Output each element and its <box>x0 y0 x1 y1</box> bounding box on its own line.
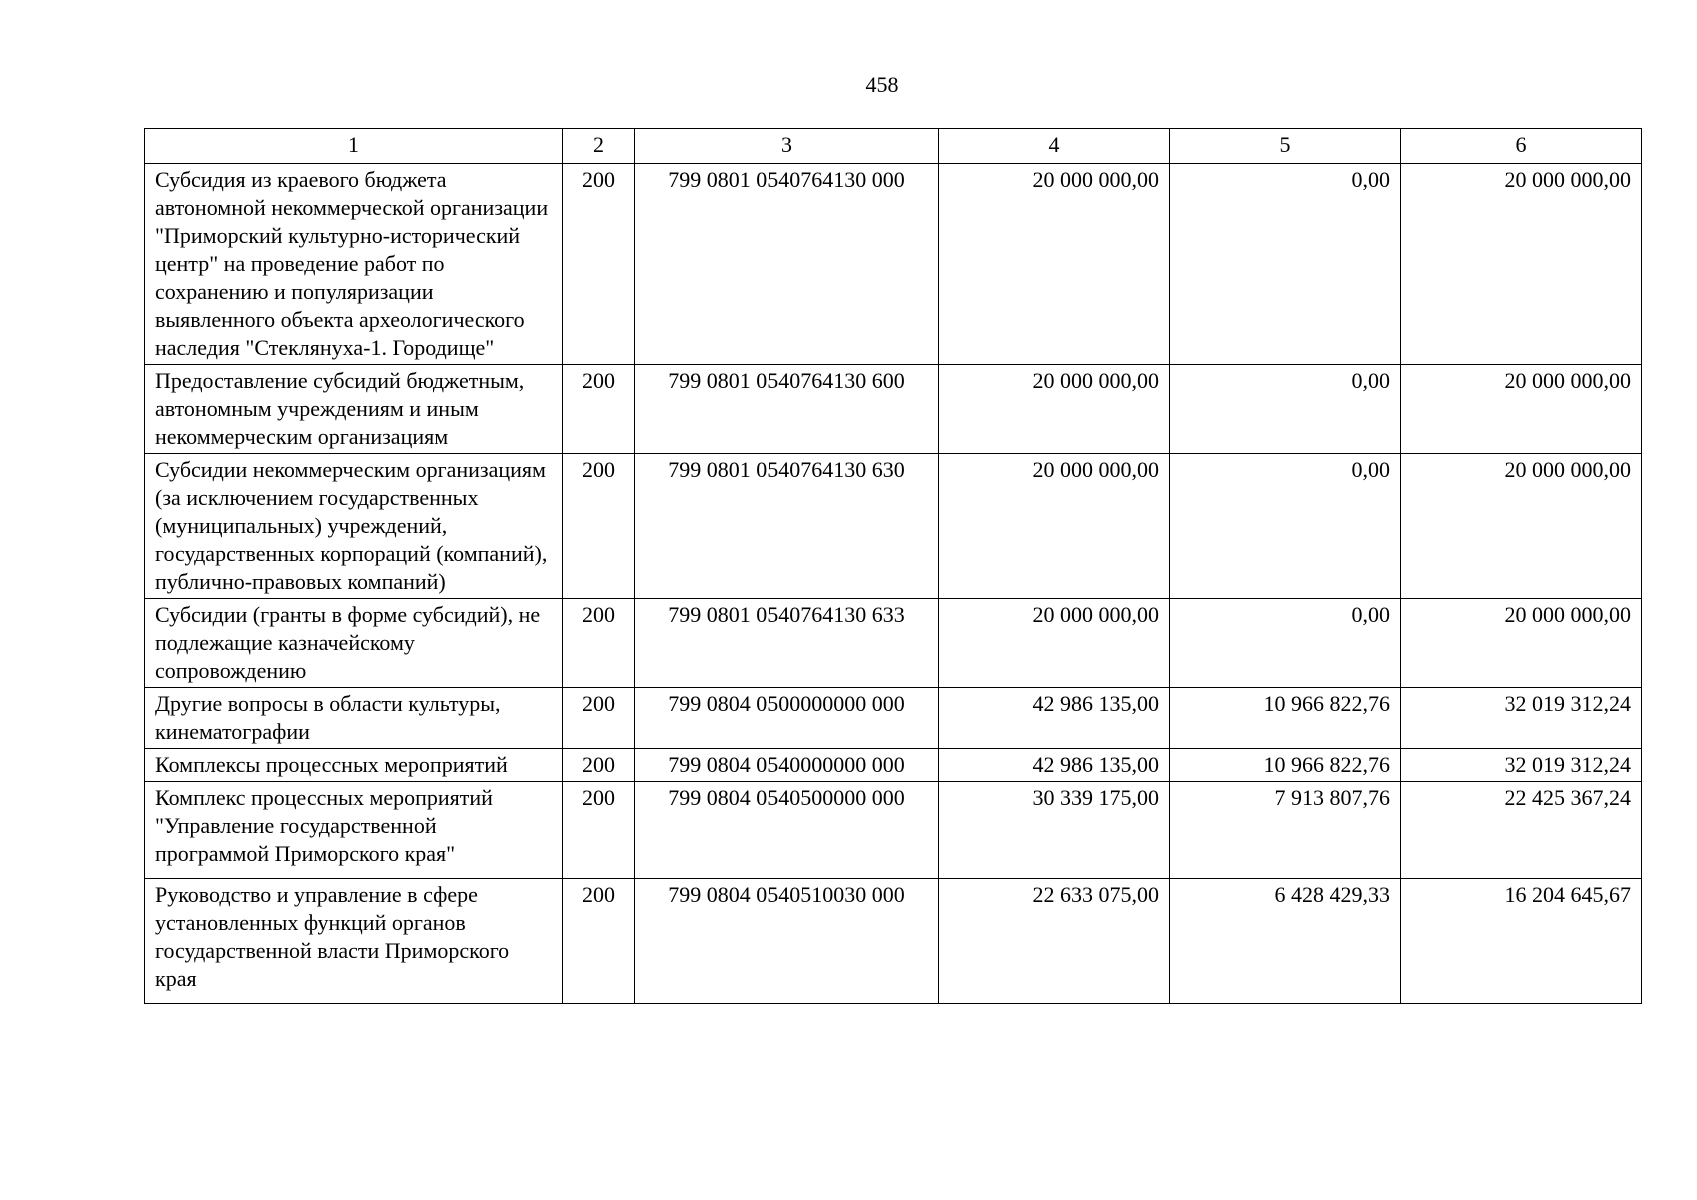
table-row <box>145 782 1642 879</box>
table-row <box>145 688 1642 749</box>
row-code-cell: 200 <box>563 454 635 599</box>
row-amount-col5-cell: 0,00 <box>1170 454 1401 599</box>
row-code-cell: 200 <box>563 365 635 454</box>
table-row <box>145 749 1642 782</box>
budget-table <box>144 128 1642 1004</box>
row-name-cell: Руководство и управление в сфере установленных функций органов государственной власти Приморского края <box>145 879 563 1004</box>
row-code-cell: 200 <box>563 599 635 688</box>
row-amount-col6-cell: 22 425 367,24 <box>1401 782 1642 879</box>
row-code-cell: 200 <box>563 688 635 749</box>
column-header-2: 2 <box>563 129 635 164</box>
column-header-1: 1 <box>145 129 563 164</box>
row-amount-col5-cell: 0,00 <box>1170 164 1401 365</box>
column-header-3: 3 <box>635 129 939 164</box>
row-amount-col6-cell: 20 000 000,00 <box>1401 164 1642 365</box>
table-row <box>145 879 1642 1004</box>
row-amount-col5-cell: 0,00 <box>1170 365 1401 454</box>
table-row <box>145 365 1642 454</box>
column-header-6: 6 <box>1401 129 1642 164</box>
row-amount-col4-cell: 22 633 075,00 <box>939 879 1170 1004</box>
row-amount-col4-cell: 42 986 135,00 <box>939 688 1170 749</box>
row-code-cell: 200 <box>563 782 635 879</box>
page-number: 458 <box>865 72 899 97</box>
row-classification-code-cell: 799 0801 0540764130 630 <box>635 454 939 599</box>
row-name-cell: Субсидии (гранты в форме субсидий), не подлежащие казначейскому сопровождению <box>145 599 563 688</box>
row-classification-code-cell: 799 0801 0540764130 633 <box>635 599 939 688</box>
row-classification-code-cell: 799 0804 0540000000 000 <box>635 749 939 782</box>
table-row <box>145 599 1642 688</box>
row-code-cell: 200 <box>563 164 635 365</box>
row-classification-code-cell: 799 0804 0540510030 000 <box>635 879 939 1004</box>
row-amount-col4-cell: 20 000 000,00 <box>939 599 1170 688</box>
row-amount-col6-cell: 20 000 000,00 <box>1401 599 1642 688</box>
row-code-cell: 200 <box>563 879 635 1004</box>
row-classification-code-cell: 799 0804 0500000000 000 <box>635 688 939 749</box>
column-header-4: 4 <box>939 129 1170 164</box>
row-name-cell: Комплекс процессных мероприятий "Управление государственной программой Приморского края" <box>145 782 563 879</box>
row-name-cell: Комплексы процессных мероприятий <box>145 749 563 782</box>
row-amount-col5-cell: 10 966 822,76 <box>1170 688 1401 749</box>
table-row <box>145 164 1642 365</box>
row-amount-col4-cell: 20 000 000,00 <box>939 454 1170 599</box>
row-amount-col4-cell: 20 000 000,00 <box>939 164 1170 365</box>
row-name-cell: Субсидии некоммерческим организациям (за исключением государственных (муниципальных) учреждений, государственных корпораций (компаний), публично-правовых компаний) <box>145 454 563 599</box>
table-row <box>145 454 1642 599</box>
row-amount-col4-cell: 42 986 135,00 <box>939 749 1170 782</box>
row-classification-code-cell: 799 0804 0540500000 000 <box>635 782 939 879</box>
row-code-cell: 200 <box>563 749 635 782</box>
row-classification-code-cell: 799 0801 0540764130 600 <box>635 365 939 454</box>
row-name-cell: Другие вопросы в области культуры, кинематографии <box>145 688 563 749</box>
row-amount-col5-cell: 7 913 807,76 <box>1170 782 1401 879</box>
row-name-cell: Субсидия из краевого бюджета автономной некоммерческой организации "Приморский культурно-исторический центр" на проведение работ по сохранению и популяризации выявленного объекта археологического наследия "Стеклянуха-1. Городище" <box>145 164 563 365</box>
column-header-5: 5 <box>1170 129 1401 164</box>
row-amount-col4-cell: 30 339 175,00 <box>939 782 1170 879</box>
table-header-row <box>145 129 1642 164</box>
row-name-cell: Предоставление субсидий бюджетным, автономным учреждениям и иным некоммерческим организациям <box>145 365 563 454</box>
row-amount-col4-cell: 20 000 000,00 <box>939 365 1170 454</box>
row-amount-col6-cell: 16 204 645,67 <box>1401 879 1642 1004</box>
row-amount-col6-cell: 20 000 000,00 <box>1401 365 1642 454</box>
row-amount-col6-cell: 32 019 312,24 <box>1401 749 1642 782</box>
row-amount-col5-cell: 0,00 <box>1170 599 1401 688</box>
row-amount-col6-cell: 20 000 000,00 <box>1401 454 1642 599</box>
row-amount-col5-cell: 6 428 429,33 <box>1170 879 1401 1004</box>
row-amount-col6-cell: 32 019 312,24 <box>1401 688 1642 749</box>
row-classification-code-cell: 799 0801 0540764130 000 <box>635 164 939 365</box>
row-amount-col5-cell: 10 966 822,76 <box>1170 749 1401 782</box>
